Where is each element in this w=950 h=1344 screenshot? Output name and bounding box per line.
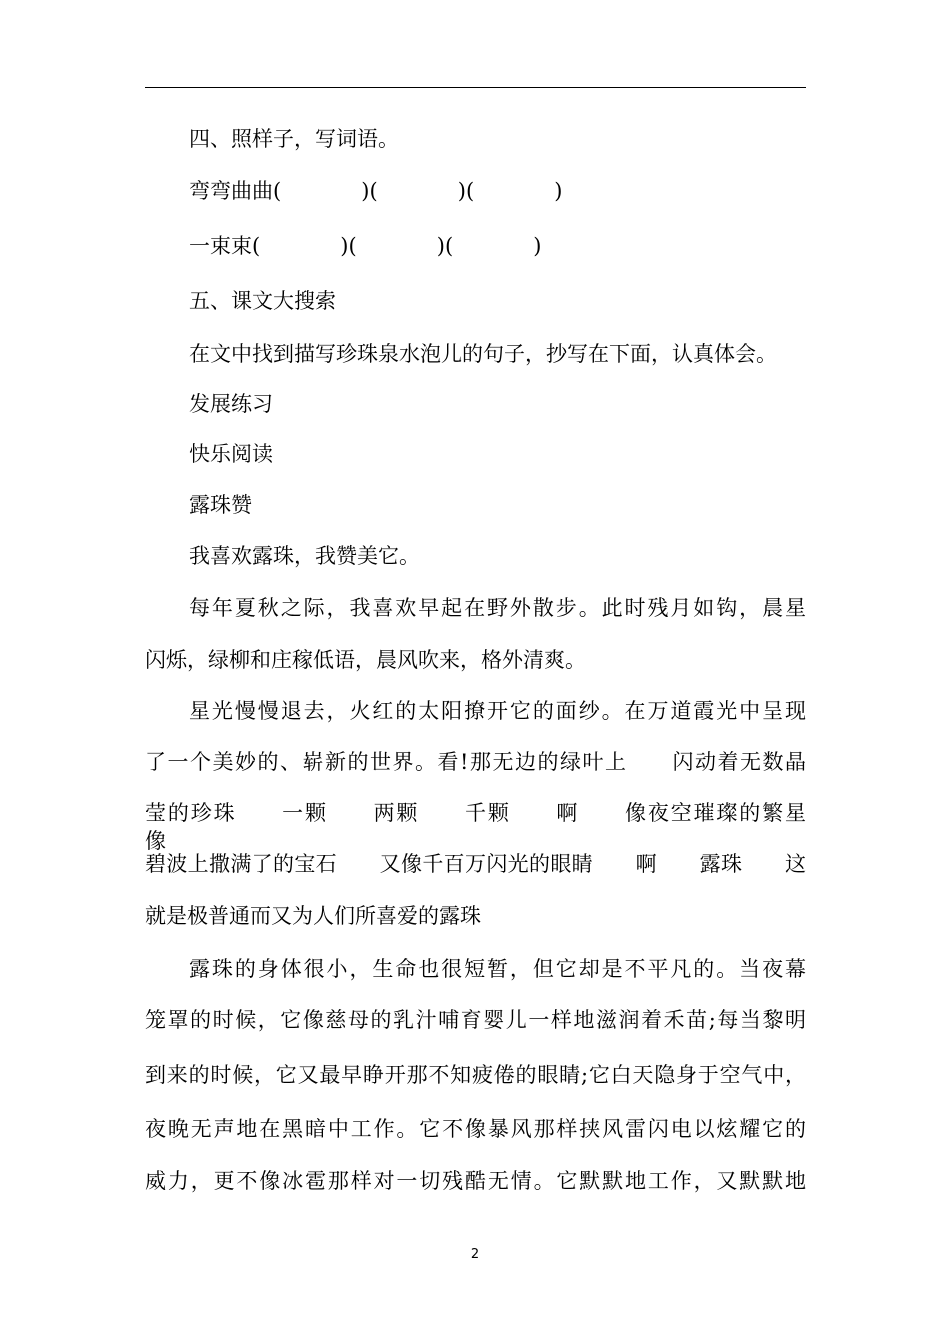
paragraph-line: 闪烁，绿柳和庄稼低语，晨风吹来，格外清爽。 <box>145 648 586 672</box>
page-number: 2 <box>470 1247 480 1262</box>
paragraph-line: 碧波上撒满了的宝石 又像千百万闪光的眼睛 啊 露珠 这 <box>145 852 806 876</box>
exercise-4-heading: 四、照样子，写词语。 <box>189 127 399 151</box>
article-title: 露珠赞 <box>189 493 252 517</box>
paragraph-line: 露珠的身体很小，生命也很短暂，但它却是不平凡的。当夜幕 <box>189 957 806 981</box>
exercise-4-row-2: 一束束( )( )( ) <box>189 234 542 258</box>
paragraph-line: 威力，更不像冰雹那样对一切残酷无情。它默默地工作，又默默地 <box>145 1169 806 1193</box>
exercise-5-heading: 五、课文大搜索 <box>189 289 336 313</box>
section-heading-reading: 快乐阅读 <box>189 442 273 466</box>
paragraph-line: 就是极普通而又为人们所喜爱的露珠 <box>145 904 481 928</box>
paragraph-line: 莹的珍珠 一颗 两颗 千颗 啊 像夜空璀璨的繁星 像 <box>145 801 848 853</box>
header-rule <box>145 87 806 88</box>
paragraph-line: 每年夏秋之际，我喜欢早起在野外散步。此时残月如钩，晨星 <box>189 596 806 620</box>
section-heading-practice: 发展练习 <box>189 392 273 416</box>
paragraph-line: 到来的时候，它又最早睁开那不知疲倦的眼睛;它白天隐身于空气中， <box>145 1063 806 1087</box>
paragraph-line: 笼罩的时候，它像慈母的乳汁哺育婴儿一样地滋润着禾苗;每当黎明 <box>145 1008 806 1032</box>
exercise-4-row-1: 弯弯曲曲( )( )( ) <box>189 179 563 203</box>
paragraph-line: 星光慢慢退去，火红的太阳撩开它的面纱。在万道霞光中呈现 <box>189 699 806 723</box>
paragraph-line: 了一个美妙的、崭新的世界。看!那无边的绿叶上 闪动着无数晶 <box>145 750 806 774</box>
paragraph-line: 我喜欢露珠，我赞美它。 <box>189 544 420 568</box>
paragraph-line: 夜晚无声地在黑暗中工作。它不像暴风那样挟风雷闪电以炫耀它的 <box>145 1117 806 1141</box>
exercise-5-instruction: 在文中找到描写珍珠泉水泡儿的句子，抄写在下面，认真体会。 <box>189 342 777 366</box>
